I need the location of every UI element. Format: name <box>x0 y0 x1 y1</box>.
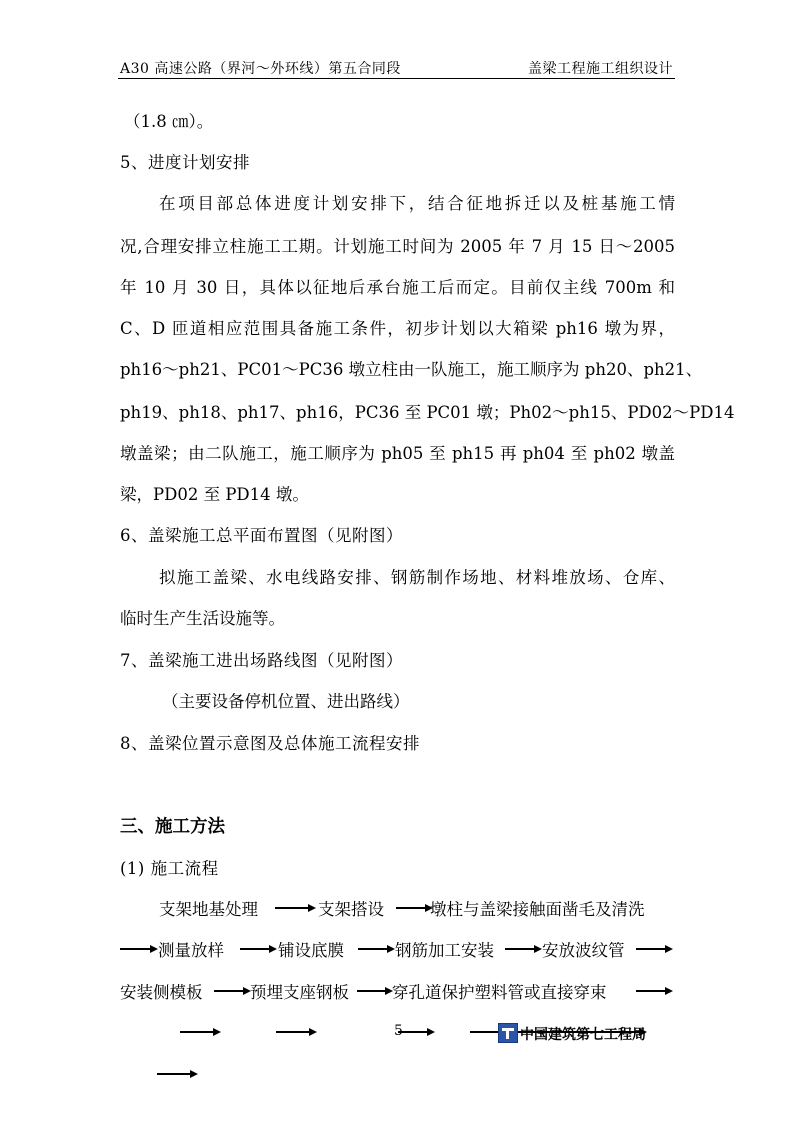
footer-company: 中国建筑第七工程局 <box>520 1027 646 1043</box>
header-project-title: A30 高速公路（界河～外环线）第五合同段 <box>120 61 401 77</box>
header-document-title: 盖梁工程施工组织设计 <box>528 61 673 77</box>
flow-arrow <box>275 907 309 909</box>
flow-arrow <box>636 990 666 992</box>
flow-arrow <box>157 1073 191 1075</box>
flow-arrow <box>636 948 666 950</box>
flow-arrow <box>180 1031 214 1033</box>
sec5-para-line-1: 在项目部总体进度计划安排下，结合征地拆迁以及桩基施工情 <box>159 194 675 213</box>
section-5-title: 5、进度计划安排 <box>120 153 250 172</box>
sec5-para-line-6: ph19、ph18、ph17、ph16，PC36 至 PC01 墩；Ph02～ph15、PD02～PD14 <box>120 403 735 422</box>
flow-step-9: 预埋支座钢板 <box>250 983 349 1002</box>
sec5-para-line-5: ph16～ph21、PC01～PC36 墩立柱由一队施工，施工顺序为 ph20、ph21、 <box>120 360 703 379</box>
sec5-para-line-4: C、D 匝道相应范围具备施工条件，初步计划以大箱梁 ph16 墩为界， <box>120 319 675 338</box>
sec5-para-line-8: 梁，PD02 至 PD14 墩。 <box>120 485 309 504</box>
continued-text: （1.8 ㎝）。 <box>124 112 214 131</box>
section-6-title: 6、盖梁施工总平面布置图（见附图） <box>120 526 403 545</box>
flow-step-5: 铺设底膜 <box>278 941 344 960</box>
flow-arrow <box>505 948 535 950</box>
sec6-para-line-1: 拟施工盖梁、水电线路安排、钢筋制作场地、材料堆放场、仓库、 <box>159 568 675 587</box>
flow-step-8: 安装侧模板 <box>120 983 203 1002</box>
section-8-title: 8、盖梁位置示意图及总体施工流程安排 <box>120 734 420 753</box>
flow-step-6: 钢筋加工安装 <box>395 941 494 960</box>
flow-arrow <box>358 948 388 950</box>
sec5-para-line-3: 年 10 月 30 日，具体以征地后承台施工后而定。目前仅主线 700m 和 <box>120 278 675 297</box>
flow-arrow <box>120 948 151 950</box>
subsection-1-title: (1) 施工流程 <box>120 859 219 878</box>
flow-step-7: 安放波纹管 <box>542 941 625 960</box>
flow-arrow <box>240 948 270 950</box>
cscec-logo-icon <box>498 1023 518 1043</box>
page-number: 5 <box>394 1023 403 1039</box>
flow-step-3: 墩柱与盖梁接触面凿毛及清洗 <box>430 900 645 919</box>
sec6-para-line-2: 临时生产生活设施等。 <box>120 609 285 628</box>
flow-arrow <box>214 990 244 992</box>
sec5-para-line-2: 况,合理安排立柱施工工期。计划施工时间为 2005 年 7 月 15 日～2005 <box>120 237 675 256</box>
flow-step-1: 支架地基处理 <box>159 900 258 919</box>
flow-arrow <box>276 1031 310 1033</box>
flow-step-2: 支架搭设 <box>318 900 384 919</box>
header-rule <box>118 78 675 79</box>
part-3-title: 三、施工方法 <box>120 817 225 837</box>
section-7-title: 7、盖梁施工进出场路线图（见附图） <box>120 651 403 670</box>
flow-arrow <box>357 990 386 992</box>
sec7-note: （主要设备停机位置、进出路线） <box>162 692 410 711</box>
sec5-para-line-7: 墩盖梁；由二队施工，施工顺序为 ph05 至 ph15 再 ph04 至 ph02 墩盖 <box>120 444 675 463</box>
flow-step-10: 穿孔道保护塑料管或直接穿束 <box>392 983 607 1002</box>
flow-arrow <box>396 907 426 909</box>
flow-step-4: 测量放样 <box>158 941 224 960</box>
